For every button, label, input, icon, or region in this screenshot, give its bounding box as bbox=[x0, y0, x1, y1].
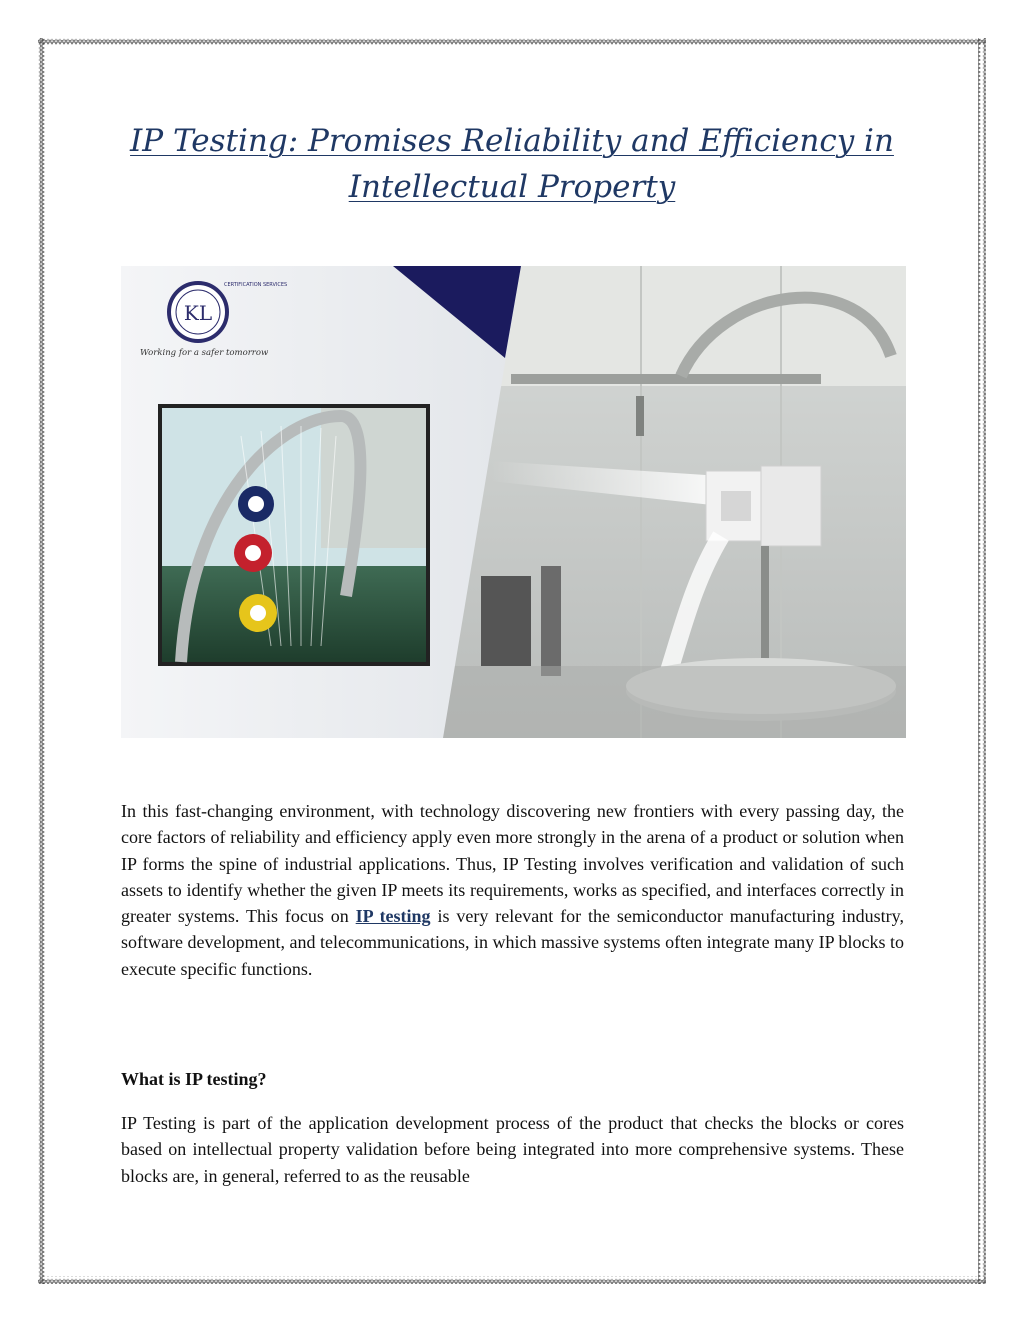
logo-letters: KL bbox=[183, 301, 213, 325]
logo-ring-text: CERTIFICATION SERVICES bbox=[224, 282, 288, 288]
logo-tagline: Working for a safer tomorrow bbox=[140, 348, 269, 358]
intro-paragraph bbox=[121, 798, 904, 982]
hero-image bbox=[121, 266, 906, 738]
page-title: IP Testing: Promises Reliability and Efficiency in Intellectual Property bbox=[130, 123, 894, 205]
intro-text-end: is very relevant for the semiconductor manufacturing industry, software development, and telecommunications, in which massive systems often integrate many IP blocks to execute specific functions. bbox=[121, 906, 904, 979]
hero-illustration bbox=[121, 266, 906, 738]
ip-testing-link[interactable]: IP testing bbox=[355, 906, 431, 927]
definition-paragraph: IP Testing is part of the application development process of the product that checks the blocks or cores based on intellectual property validation before being integrated into more comprehensive systems. These blocks are, in general, referred to as the reusable bbox=[121, 1113, 904, 1186]
intro-text-start: In this fast-changing environment, with technology discovering new frontiers with every passing day, the core factors of reliability and efficiency apply even more strongly in the arena of a product or solution when IP forms the spine of industrial applications. Thus, IP Testing involves verification and validation of such assets to identify whether the given IP meets its requirements, works as specified, and interfaces correctly in greater systems. This focus on bbox=[121, 801, 904, 927]
section-heading: What is IP testing? bbox=[121, 1069, 267, 1089]
